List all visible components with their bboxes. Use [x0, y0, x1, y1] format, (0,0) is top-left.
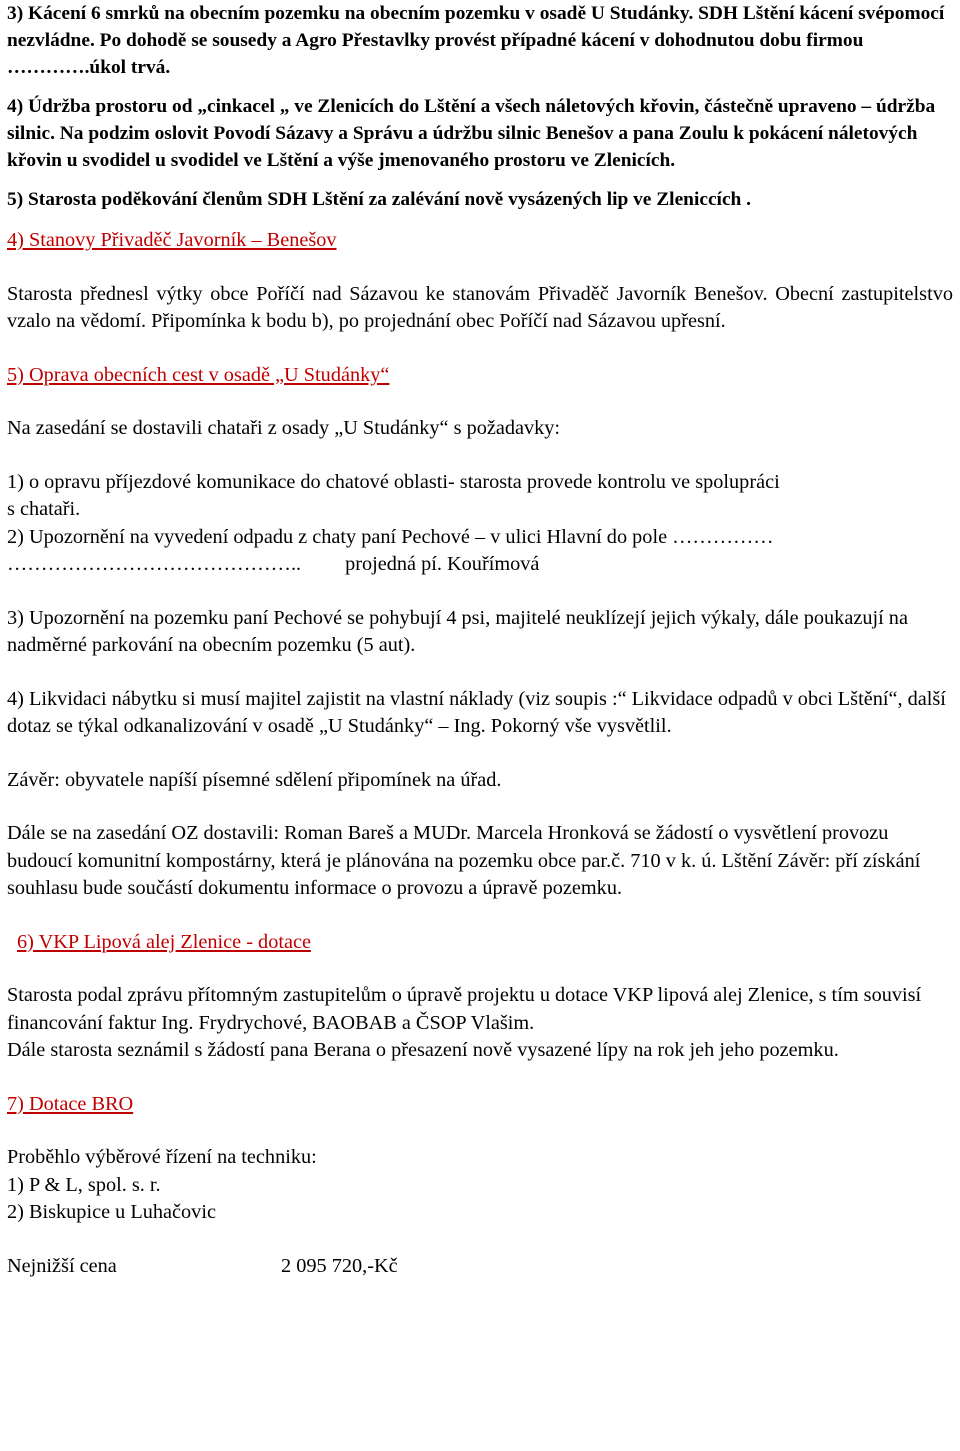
- section-6-text-1: Starosta podal zprávu přítomným zastupitelům o úpravě projektu u dotace VKP lipová alej Zlenice, s tím souvisí financování faktur Ing. Frydrychové, BAOBAB a ČSOP Vlašim.: [7, 984, 922, 1034]
- section-5-conclusion: Závěr: obyvatele napíší písemné sdělení připomínek na úřad.: [7, 768, 502, 791]
- item-4-part2: Na podzim oslovit Povodí Sázavy a Správu a údržbu silnic Benešov a pana Zoulu k pokácení náletových křovin u svodidel u svodidel ve Lštění a výše jmenovaného prostoru ve Zlenicích.: [7, 123, 918, 171]
- section-5-heading: 5) Oprava obecních cest v osadě „U Studánky“: [7, 363, 390, 386]
- section-4: [7, 227, 953, 336]
- section-4-text: Starosta přednesl výtky obce Poříčí nad Sázavou ke stanovám Přivaděč Javorník Benešov. Obecní zastupitelstvo vzalo na vědomí. Připomínka k bodu b), po projednání obec Poříčí nad Sázavou upřesní.: [7, 282, 953, 332]
- section-7: [7, 1091, 953, 1281]
- document-page: [7, 0, 953, 1280]
- section-5-point-2-tail: projedná pí. Kouřímová: [345, 553, 540, 575]
- price-value: 2 095 720,-Kč: [281, 1254, 398, 1277]
- price-row: [7, 1253, 953, 1281]
- section-6-heading: 6) VKP Lipová alej Zlenice - dotace: [17, 930, 311, 953]
- section-6: [7, 929, 953, 1065]
- bidder-2: 2) Biskupice u Luhačovic: [7, 1201, 216, 1223]
- bidder-1: 1) P & L, spol. s. r.: [7, 1173, 161, 1196]
- item-3-text: 3) Kácení 6 smrků na obecním pozemku na obecním pozemku v osadě U Studánky. SDH Lštění kácení svépomocí nezvládne. Po dohodě se sousedy a Agro Přestavlky provést případné kácení v dohodnutou dobu firmou ………….úkol trvá.: [7, 3, 945, 78]
- section-5-point-2-cont: [7, 551, 953, 579]
- dots-leader: ……………………………………..: [7, 553, 302, 575]
- section-7-heading: 7) Dotace BRO: [7, 1092, 134, 1115]
- item-4-part1: 4) Údržba prostoru od „cinkacel „ ve Zlenicích do Lštění a všech náletových křovin, částečně upraveno – údržba silnic.: [7, 96, 936, 144]
- intro-block: [7, 0, 953, 213]
- item-5-text: 5) Starosta poděkování členům SDH Lštění za zalévání nově vysázených lip ve Zleniccích .: [7, 189, 752, 210]
- section-6-text-2: Dále starosta seznámil s žádostí pana Berana o přesazení nově vysazené lípy na rok jeh jeho pozemku.: [7, 1039, 839, 1061]
- section-5-point-4: 4) Likvidaci nábytku si musí majitel zajistit na vlastní náklady (viz soupis :“ Likvidace odpadů v obci Lštění“, další dotaz se týkal odkanalizování v osadě „U Studánky“ – Ing. Pokorný vše vysvětlil.: [7, 687, 946, 737]
- section-5-point-3: 3) Upozornění na pozemku paní Pechové se pohybují 4 psi, majitelé neuklízejí jejich výkaly, dále poukazují na nadměrné parkování na obecním pozemku (5 aut).: [7, 606, 908, 656]
- section-5-point-5: Dále se na zasedání OZ dostavili: Roman Bareš a MUDr. Marcela Hronková se žádostí o vysvětlení provozu budoucí komunitní kompostárny, která je plánována na pozemku obce par.č. 710 v k. ú. Lštění Závěr: pří získání souhlasu bude součástí dokumentu informace o provozu a úpravě pozemku.: [7, 822, 921, 899]
- section-7-intro: Proběhlo výběrové řízení na techniku:: [7, 1146, 317, 1168]
- section-5-point-2: 2) Upozornění na vyvedení odpadu z chaty paní Pechové – v ulici Hlavní do pole ……………: [7, 525, 774, 548]
- price-label: Nejnižší cena: [7, 1254, 117, 1277]
- section-5-intro: Na zasedání se dostavili chataři z osady „U Studánky“ s požadavky:: [7, 417, 561, 439]
- section-5-point-1: 1) o opravu příjezdové komunikace do chatové oblasti- starosta provede kontrolu ve spolupráci s chataři.: [7, 470, 780, 520]
- section-4-heading: 4) Stanovy Přivaděč Javorník – Benešov: [7, 229, 337, 251]
- section-5: [7, 362, 953, 903]
- item-4-text: [7, 93, 953, 174]
